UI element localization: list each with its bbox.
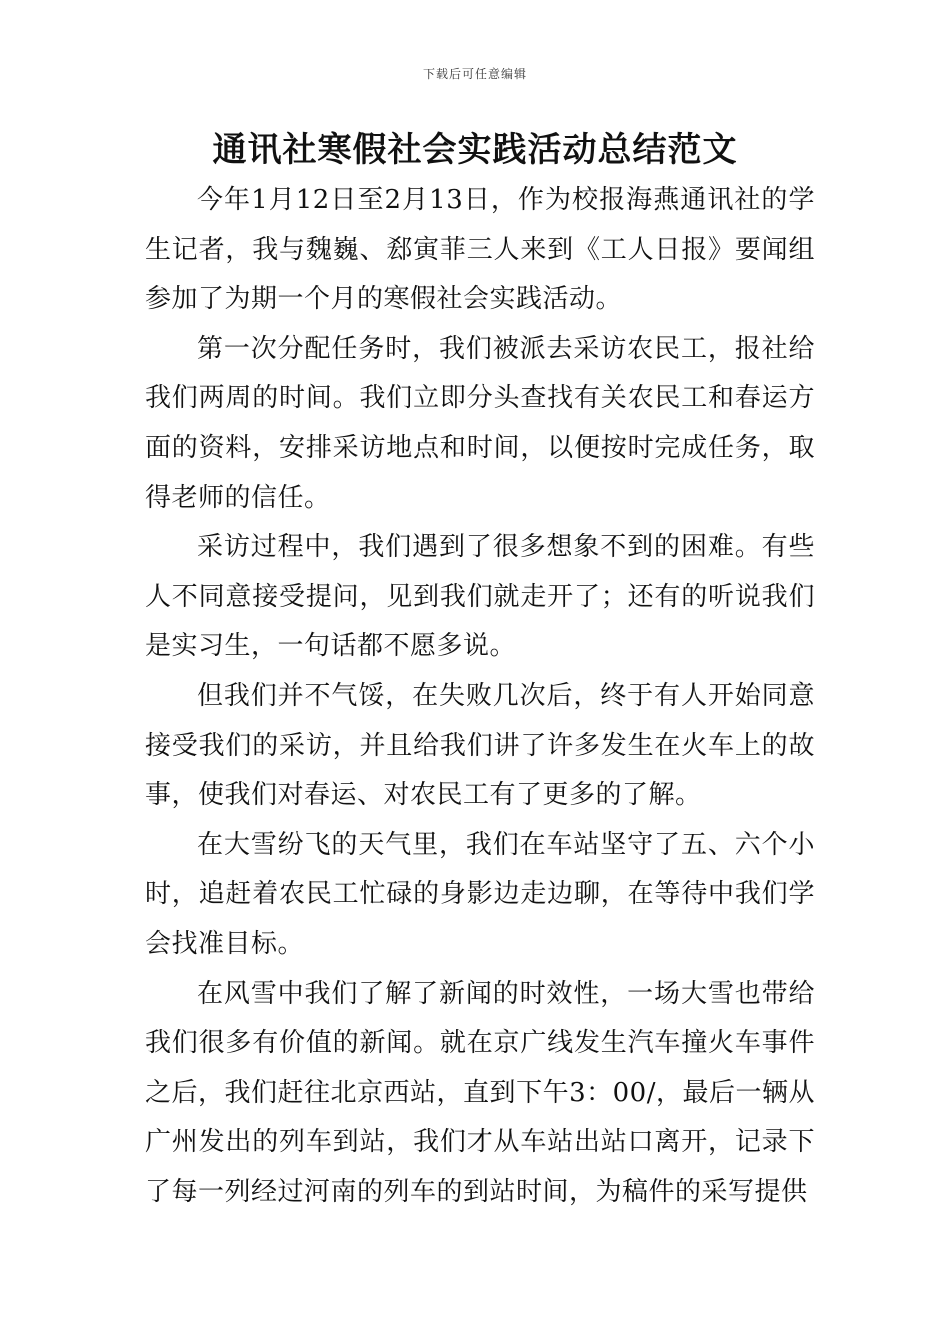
paragraph-4: 但我们并不气馁，在失败几次后，终于有人开始同意接受我们的采访，并且给我们讲了许多发生在火车上的故事，使我们对春运、对农民工有了更多的了解。 <box>145 680 815 811</box>
paragraph-2: 第一次分配任务时，我们被派去采访农民工，报社给我们两周的时间。我们立即分头查找有关农民工和春运方面的资料，安排采访地点和时间，以便按时完成任务，取得老师的信任。 <box>145 333 815 513</box>
paragraph-5: 在大雪纷飞的天气里，我们在车站坚守了五、六个小时，追赶着农民工忙碌的身影边走边聊，在等待中我们学会找准目标。 <box>145 829 815 959</box>
document-title: 通讯社寒假社会实践活动总结范文 <box>212 130 738 170</box>
paragraph-1: 今年1月12日至2月13日，作为校报海燕通讯社的学生记者，我与魏巍、郄寅菲三人来到《工人日报》要闻组参加了为期一个月的寒假社会实践活动。 <box>145 185 815 315</box>
header-note: 下载后可任意编辑 <box>422 67 527 81</box>
paragraph-3: 采访过程中，我们遇到了很多想象不到的困难。有些人不同意接受提问，见到我们就走开了；还有的听说我们是实习生，一句话都不愿多说。 <box>145 532 815 662</box>
document-body <box>145 176 815 1217</box>
paragraph-6: 在风雪中我们了解了新闻的时效性，一场大雪也带给我们很多有价值的新闻。就在京广线发生汽车撞火车事件之后，我们赶往北京西站，直到下午3：00/，最后一辆从广州发出的列车到站，我们才从车站出站口离开，记录下了每一列经过河南的列车的到站时间，为稿件的采写提供 <box>145 978 815 1207</box>
